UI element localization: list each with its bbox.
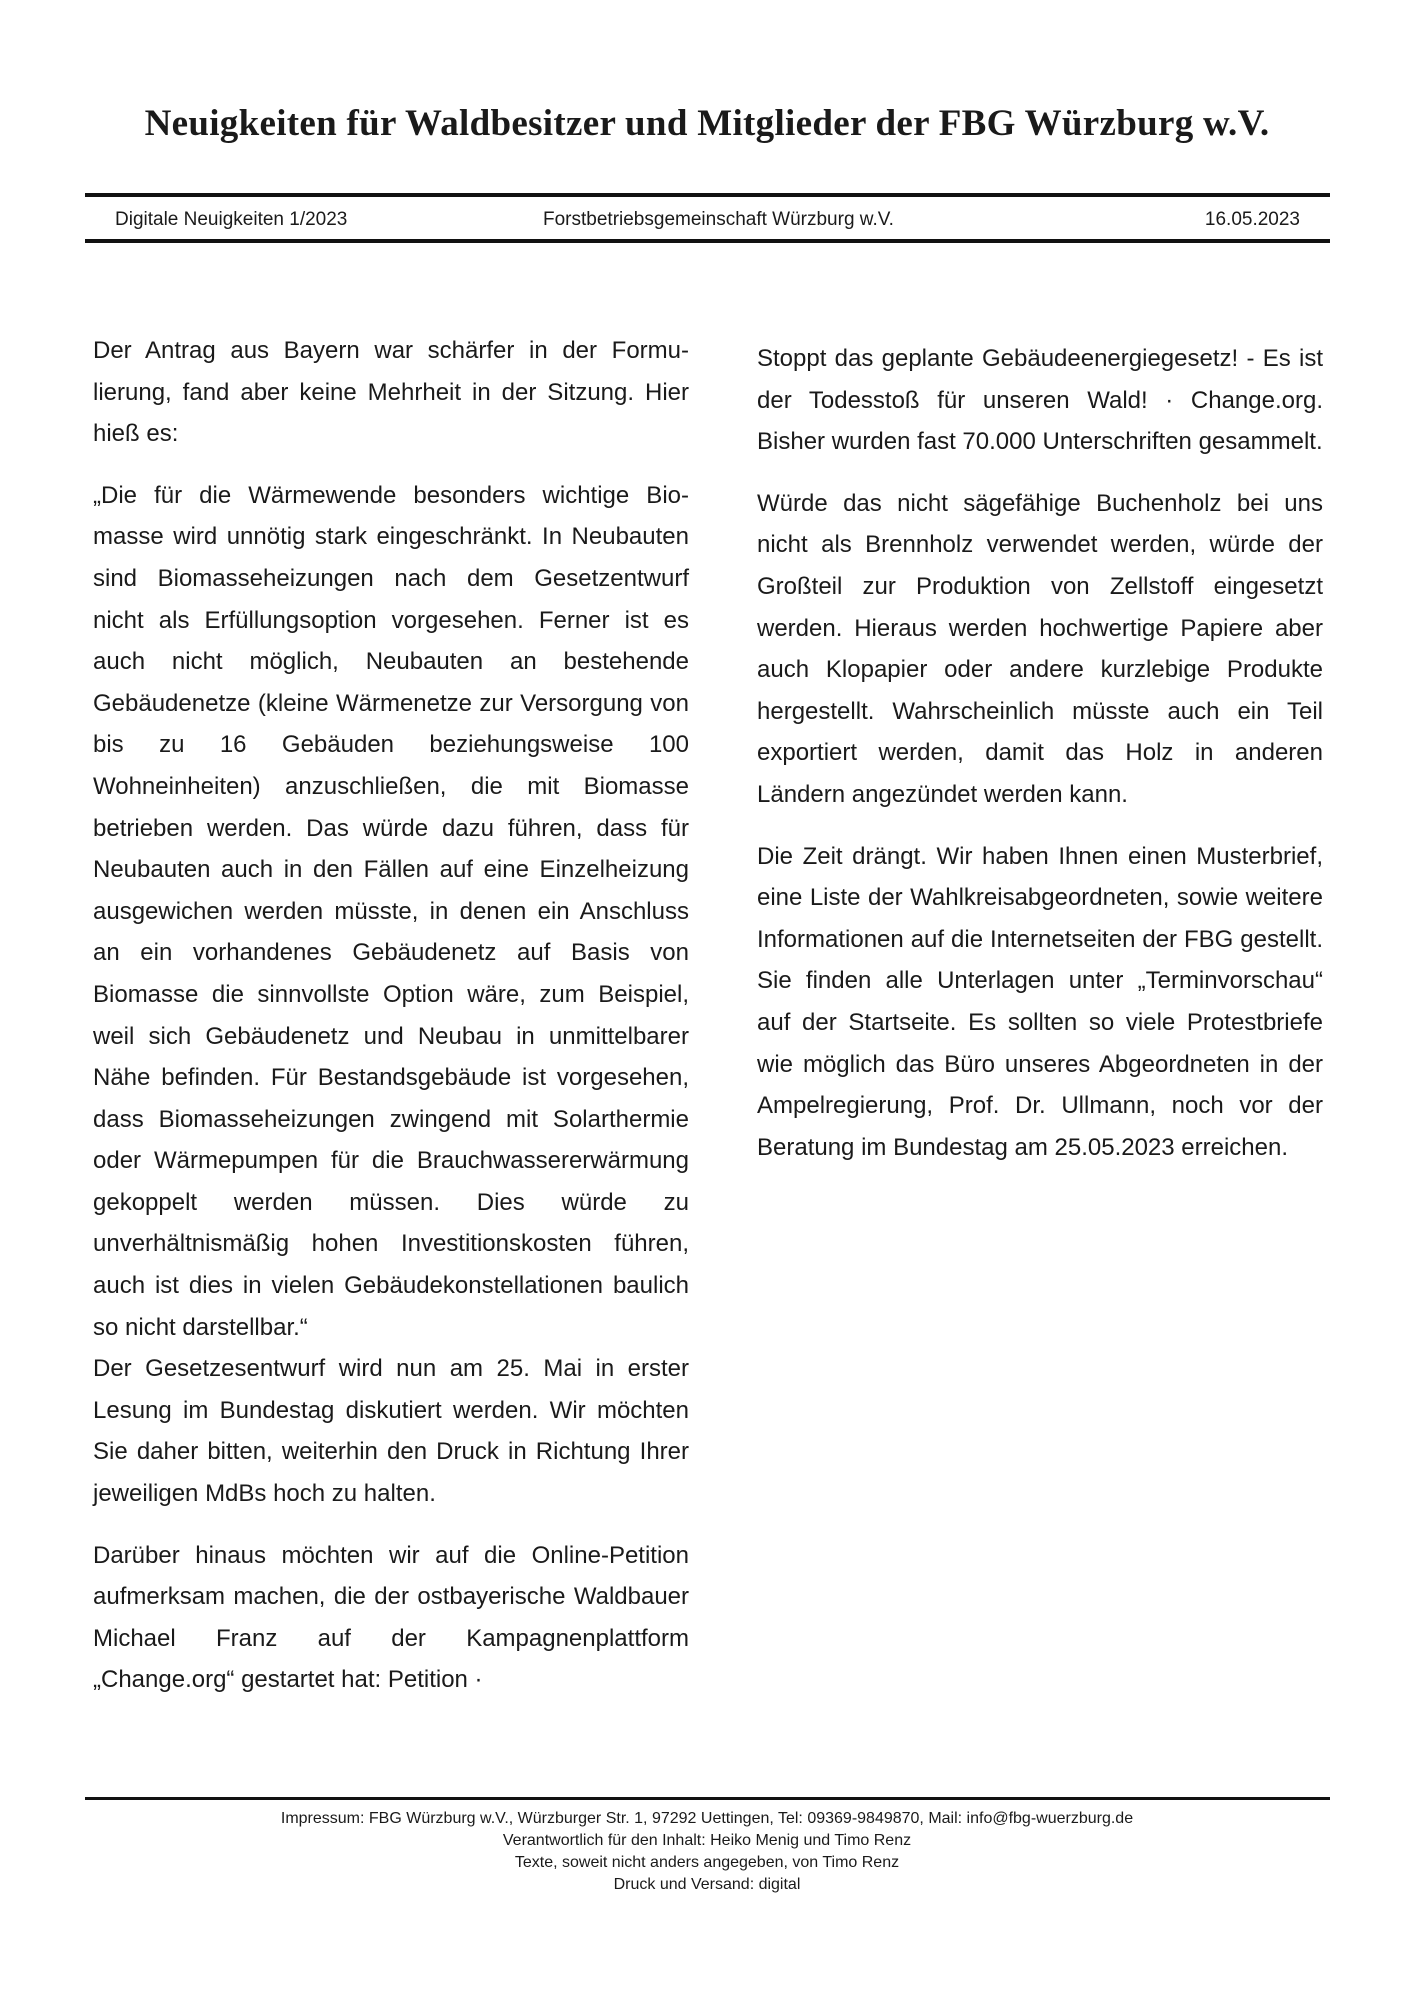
page-title: Neuigkeiten für Waldbesitzer und Mitglieder der FBG Würzburg w.V. — [144, 103, 1270, 144]
imprint-footer — [0, 1808, 1414, 1896]
footer-rule — [85, 1797, 1330, 1800]
footer-texts: Texte, soweit nicht anders angegeben, von Timo Renz — [514, 1854, 900, 1871]
footer-responsible: Verantwortlich für den Inhalt: Heiko Menig und Timo Renz — [502, 1832, 912, 1849]
paragraph-petition: Darüber hinaus möchten wir auf die Online-Petition aufmerksam machen, die der ostbayerische Waldbauer Michael Franz auf der Kampagnenplattform „Change.org“ gestartet hat: Petition · — [93, 1541, 689, 1694]
paragraph-intro: Der Antrag aus Bayern war schärfer in der Formulierung, fand aber keine Mehrheit in der Sitzung. Hier hieß es: — [93, 337, 689, 448]
footer-print: Druck und Versand: digital — [613, 1876, 801, 1893]
paragraph-gesetzesentwurf: Der Gesetzesentwurf wird nun am 25. Mai in erster Lesung im Bundestag diskutiert werden. Wir möchten Sie daher bitten, weiterhin den Druck in Richtung Ihrer jeweiligen MdBs hoch zu halten. — [93, 1355, 689, 1508]
header-rule-bottom — [85, 239, 1330, 243]
left-column — [93, 330, 689, 1721]
header-rule-top — [85, 193, 1330, 197]
issue-label: Digitale Neuigkeiten 1/2023 — [115, 209, 348, 230]
organization-label: Forstbetriebsgemeinschaft Würzburg w.V. — [543, 209, 894, 230]
paragraph-zeit-draengt: Die Zeit drängt. Wir haben Ihnen einen Musterbrief, eine Liste der Wahlkreisabgeordneten, sowie weitere Informationen auf die Internetseiten der FBG gestellt. Sie finden alle Unterlagen unter „Terminvorschau“ auf der Startseite. Es sollten so viele Protestbriefe wie möglich das Büro unseres Abgeordneten in der Ampelregierung, Prof. Dr. Ullmann, noch vor der Beratung im Bundestag am 25.05.2023 erreichen. — [757, 842, 1323, 1161]
paragraph-buchenholz: Würde das nicht sägefähige Buchenholz bei uns nicht als Brennholz verwendet werden, würde der Großteil zur Produktion von Zellstoff eingesetzt werden. Hieraus werden hochwertige Papiere aber auch Klopapier oder andere kurzlebige Produkte hergestellt. Wahrscheinlich müsste auch ein Teil exportiert werden, damit das Holz in anderen Ländern angezündet werden kann. — [757, 489, 1323, 808]
footer-impressum: Impressum: FBG Würzburg w.V., Würzburger Str. 1, 97292 Uettingen, Tel: 09369-9849870, Mail: info@fbg-wuerzburg.de — [280, 1810, 1134, 1827]
paragraph-petition-continued: Stoppt das geplante Gebäudeenergiegesetz! - Es ist der Todesstoß für unseren Wald! · Change.org. Bisher wurden fast 70.000 Unterschriften gesammelt. — [757, 345, 1323, 456]
right-column — [757, 330, 1323, 1188]
issue-date: 16.05.2023 — [1204, 209, 1300, 230]
issue-header-bar — [85, 206, 1330, 234]
paragraph-quote: „Die für die Wärmewende besonders wichtige Biomasse wird unnötig stark eingeschränkt. In Neubauten sind Biomasseheizungen nach dem Gesetzentwurf nicht als Erfüllungsoption vorgesehen. Ferner ist es auch nicht möglich, Neubauten an bestehende Gebäudenetze (kleine Wärmenetze zur Versorgung von bis zu 16 Gebäuden beziehungsweise 100 Wohneinheiten) anzuschließen, die mit Biomasse betrieben werden. Das würde dazu führen, dass für Neubauten auch in den Fällen auf eine Einzelheizung ausgewichen werden müsste, in denen ein Anschluss an ein vorhandenes Gebäudenetz auf Basis von Biomasse die sinnvollste Option wäre, zum Beispiel, weil sich Gebäudenetz und Neubau in unmittelbarer Nähe befinden. Für Bestandsgebäude ist vorgesehen, dass Biomasseheizungen zwingend mit Solarthermie oder Wärmepumpen für die Brauchwassererwärmung gekoppelt werden müssen. Dies würde zu unverhältnismäßig hohen Investitionskosten führen, auch ist dies in vielen Gebäudekonstellationen baulich so nicht darstellbar.“ — [93, 481, 689, 1341]
